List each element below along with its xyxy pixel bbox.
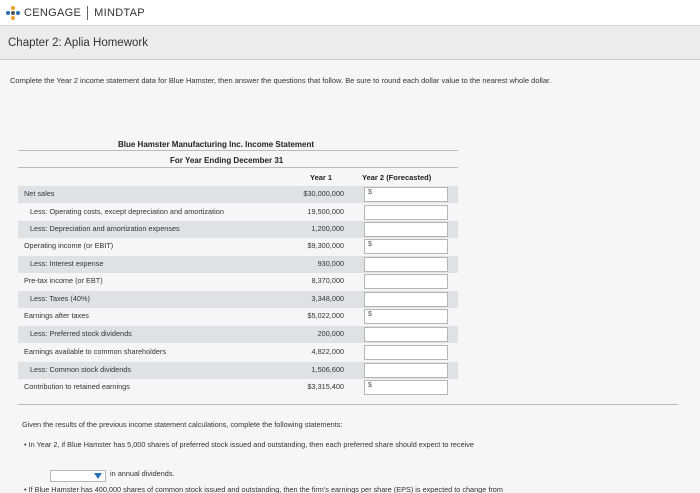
table-row [18,186,458,203]
divider [18,167,458,168]
question-1-text: In Year 2, if Blue Hamster has 5,000 shares of preferred stock issued and outstanding, then each preferred share should expect to receive [28,440,474,449]
row-label: Less: Operating costs, except depreciation and amortization [30,207,224,216]
table-row [18,379,458,396]
year1-value: 3,348,000 [311,294,344,303]
year2-input[interactable] [364,222,448,237]
year2-input[interactable] [364,274,448,289]
question-2-text: If Blue Hamster has 400,000 shares of common stock issued and outstanding, then the firm's earnings per share (EPS) is expected to change from [28,485,503,493]
chapter-bar [0,26,700,60]
dividend-dropdown[interactable] [50,470,106,482]
year2-input[interactable] [364,292,448,307]
cengage-logo-icon [6,6,20,20]
year1-value: $30,000,000 [303,189,344,198]
year1-value: 8,370,000 [311,276,344,285]
row-label: Less: Taxes (40%) [30,294,90,303]
table-row [18,256,458,273]
row-label: Operating income (or EBIT) [24,241,114,250]
year2-input[interactable] [364,345,448,360]
table-row [18,326,458,343]
brand-cengage[interactable]: CENGAGE [24,6,82,19]
question-content [0,60,700,493]
questions-intro: Given the results of the previous income statement calculations, complete the following statements: [22,420,343,429]
brand-divider [87,6,88,20]
year1-value: 200,000 [317,329,344,338]
year2-input[interactable] [364,239,448,254]
year2-input[interactable] [364,187,448,202]
year1-value: $5,022,000 [307,311,344,320]
table-row [18,308,458,325]
chevron-down-icon [94,473,102,479]
year2-input[interactable] [364,257,448,272]
question-2 [24,485,503,493]
table-row [18,204,458,221]
row-label: Contribution to retained earnings [24,382,130,391]
question-1-tail: in annual dividends. [110,469,175,478]
dollar-sign: $ [368,311,372,318]
column-header-year1: Year 1 [310,173,333,182]
year2-input[interactable] [364,380,448,395]
year1-value: $3,315,400 [307,382,344,391]
question-1 [24,440,474,449]
table-row [18,291,458,308]
year1-value: 1,506,600 [311,365,344,374]
year2-input[interactable] [364,363,448,378]
dollar-sign: $ [368,189,372,196]
year1-value: 4,822,000 [311,347,344,356]
year1-value: 1,200,000 [311,224,344,233]
year2-input[interactable] [364,327,448,342]
dollar-sign: $ [368,382,372,389]
table-row [18,238,458,255]
row-label: Less: Depreciation and amortization expenses [30,224,180,233]
year2-input[interactable] [364,205,448,220]
row-label: Less: Common stock dividends [30,365,131,374]
dollar-sign: $ [368,241,372,248]
row-label: Less: Preferred stock dividends [30,329,132,338]
row-label: Earnings after taxes [24,311,89,320]
divider [18,150,458,151]
year1-value: 930,000 [317,259,344,268]
brand-mindtap[interactable]: MINDTAP [94,6,145,19]
table-row [18,362,458,379]
table-row [18,273,458,290]
year2-input[interactable] [364,309,448,324]
table-row [18,221,458,238]
year1-value: 19,500,000 [307,207,344,216]
bullet-icon: • [24,440,29,449]
chapter-title: Chapter 2: Aplia Homework [8,36,148,49]
statement-title: Blue Hamster Manufacturing Inc. Income Statement [118,140,315,149]
year1-value: $9,300,000 [307,241,344,250]
divider [18,404,678,405]
instructions-text: Complete the Year 2 income statement data for Blue Hamster, then answer the questions that follow. Be sure to round each dollar value to the nearest whole dollar. [10,76,552,85]
table-row [18,344,458,361]
statement-subtitle: For Year Ending December 31 [170,156,284,165]
top-bar [0,0,700,26]
column-header-year2: Year 2 (Forecasted) [362,173,432,182]
bullet-icon: • [24,485,29,493]
row-label: Less: Interest expense [30,259,104,268]
row-label: Earnings available to common shareholders [24,347,166,356]
row-label: Net sales [24,189,55,198]
row-label: Pre-tax income (or EBT) [24,276,103,285]
